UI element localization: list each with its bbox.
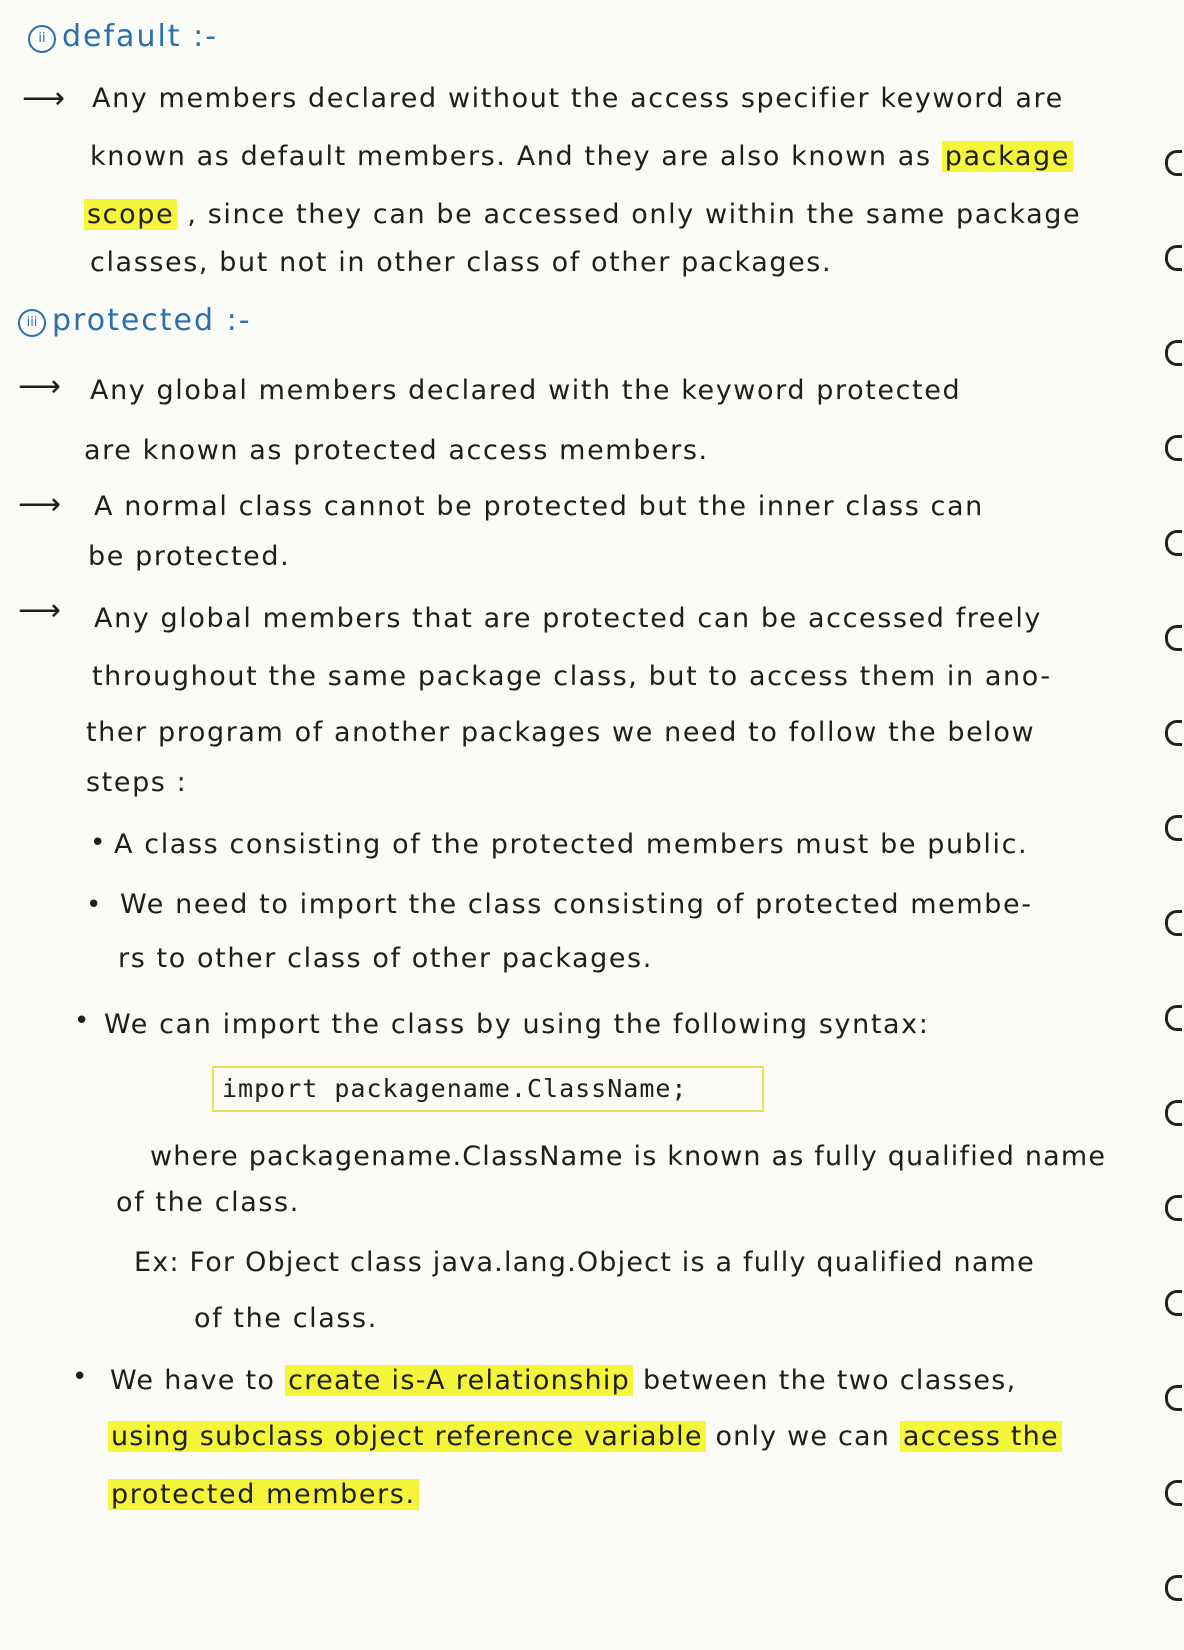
protected-point-1-line-2: are known as protected access members.: [84, 435, 709, 466]
spiral-ring-icon: [1165, 815, 1182, 841]
spiral-ring-icon: [1165, 435, 1182, 461]
arrow-right-icon: ⟶: [18, 593, 62, 628]
spiral-ring-icon: [1165, 910, 1182, 936]
protected-point-1-line-1: Any global members declared with the keyword protected: [90, 375, 962, 406]
protected-point-3-line-4: steps :: [86, 767, 188, 798]
section-title: protected :-: [52, 303, 252, 338]
section-heading-protected: [18, 304, 252, 338]
spiral-ring-icon: [1165, 1385, 1182, 1411]
step-4-line-2: [108, 1420, 1062, 1454]
highlight-scope: scope: [84, 199, 177, 230]
spiral-ring-icon: [1165, 1195, 1182, 1221]
spiral-ring-icon: [1165, 340, 1182, 366]
step-4-line-3: [108, 1478, 419, 1512]
import-syntax: import packagename.ClassName;: [222, 1074, 688, 1103]
protected-point-3-line-2: throughout the same package class, but to access them in ano-: [92, 661, 1052, 692]
text-run: known as default members. And they are also known as: [90, 141, 942, 172]
spiral-ring-icon: [1165, 1575, 1182, 1601]
protected-point-2-line-1: A normal class cannot be protected but the inner class can: [94, 491, 984, 522]
text-run: We have to: [110, 1365, 286, 1396]
protected-point-2-line-2: be protected.: [88, 541, 291, 572]
spiral-ring-icon: [1165, 245, 1182, 271]
step-2-line-2: rs to other class of other packages.: [118, 943, 653, 974]
bullet-icon: •: [74, 1006, 90, 1036]
arrow-right-icon: ⟶: [22, 81, 66, 116]
highlight-package: package: [942, 141, 1073, 172]
spiral-ring-icon: [1165, 1480, 1182, 1506]
highlight-create-is-a: create is-A relationship: [285, 1365, 633, 1396]
spiral-ring-icon: [1165, 150, 1182, 176]
step-4-line-1: [110, 1364, 1016, 1398]
spiral-ring-icon: [1165, 1290, 1182, 1316]
where-line-2: of the class.: [116, 1187, 300, 1218]
bullet-icon: •: [90, 828, 106, 858]
text-run: only we can: [705, 1421, 900, 1452]
arrow-right-icon: ⟶: [18, 487, 62, 522]
spiral-binding: [1162, 0, 1184, 1650]
step-2-line-1: We need to import the class consisting of protected membe-: [120, 889, 1033, 920]
section-title: default :-: [62, 19, 219, 54]
example-line-2: of the class.: [194, 1303, 378, 1334]
default-line-4: classes, but not in other class of other packages.: [90, 247, 833, 278]
step-1: A class consisting of the protected members must be public.: [114, 829, 1029, 860]
protected-point-3-line-1: Any global members that are protected can be accessed freely: [94, 603, 1043, 634]
spiral-ring-icon: [1165, 720, 1182, 746]
spiral-ring-icon: [1165, 1005, 1182, 1031]
bullet-icon: •: [86, 890, 102, 920]
where-line-1: where packagename.ClassName is known as fully qualified name: [150, 1141, 1107, 1172]
step-3: We can import the class by using the following syntax:: [104, 1009, 930, 1040]
protected-point-3-line-3: ther program of another packages we need to follow the below: [86, 717, 1036, 748]
default-line-2: [90, 140, 1073, 174]
spiral-ring-icon: [1165, 625, 1182, 651]
spiral-ring-icon: [1165, 530, 1182, 556]
section-heading-default: [28, 20, 218, 54]
example-line-1: Ex: For Object class java.lang.Object is a fully qualified name: [134, 1247, 1035, 1278]
spiral-ring-icon: [1165, 1100, 1182, 1126]
highlight-access-the: access the: [900, 1421, 1062, 1452]
default-line-3: [84, 198, 1081, 232]
highlight-protected-members: protected members.: [108, 1479, 419, 1510]
section-number: iii: [18, 309, 46, 337]
arrow-right-icon: ⟶: [18, 369, 62, 404]
default-line-1: Any members declared without the access specifier keyword are: [92, 83, 1064, 114]
text-run: between the two classes,: [633, 1365, 1017, 1396]
bullet-icon: •: [72, 1362, 88, 1392]
text-run: , since they can be accessed only within the same package: [177, 199, 1082, 230]
section-number: ii: [28, 25, 56, 53]
highlight-subclass-reference: using subclass object reference variable: [108, 1421, 706, 1452]
